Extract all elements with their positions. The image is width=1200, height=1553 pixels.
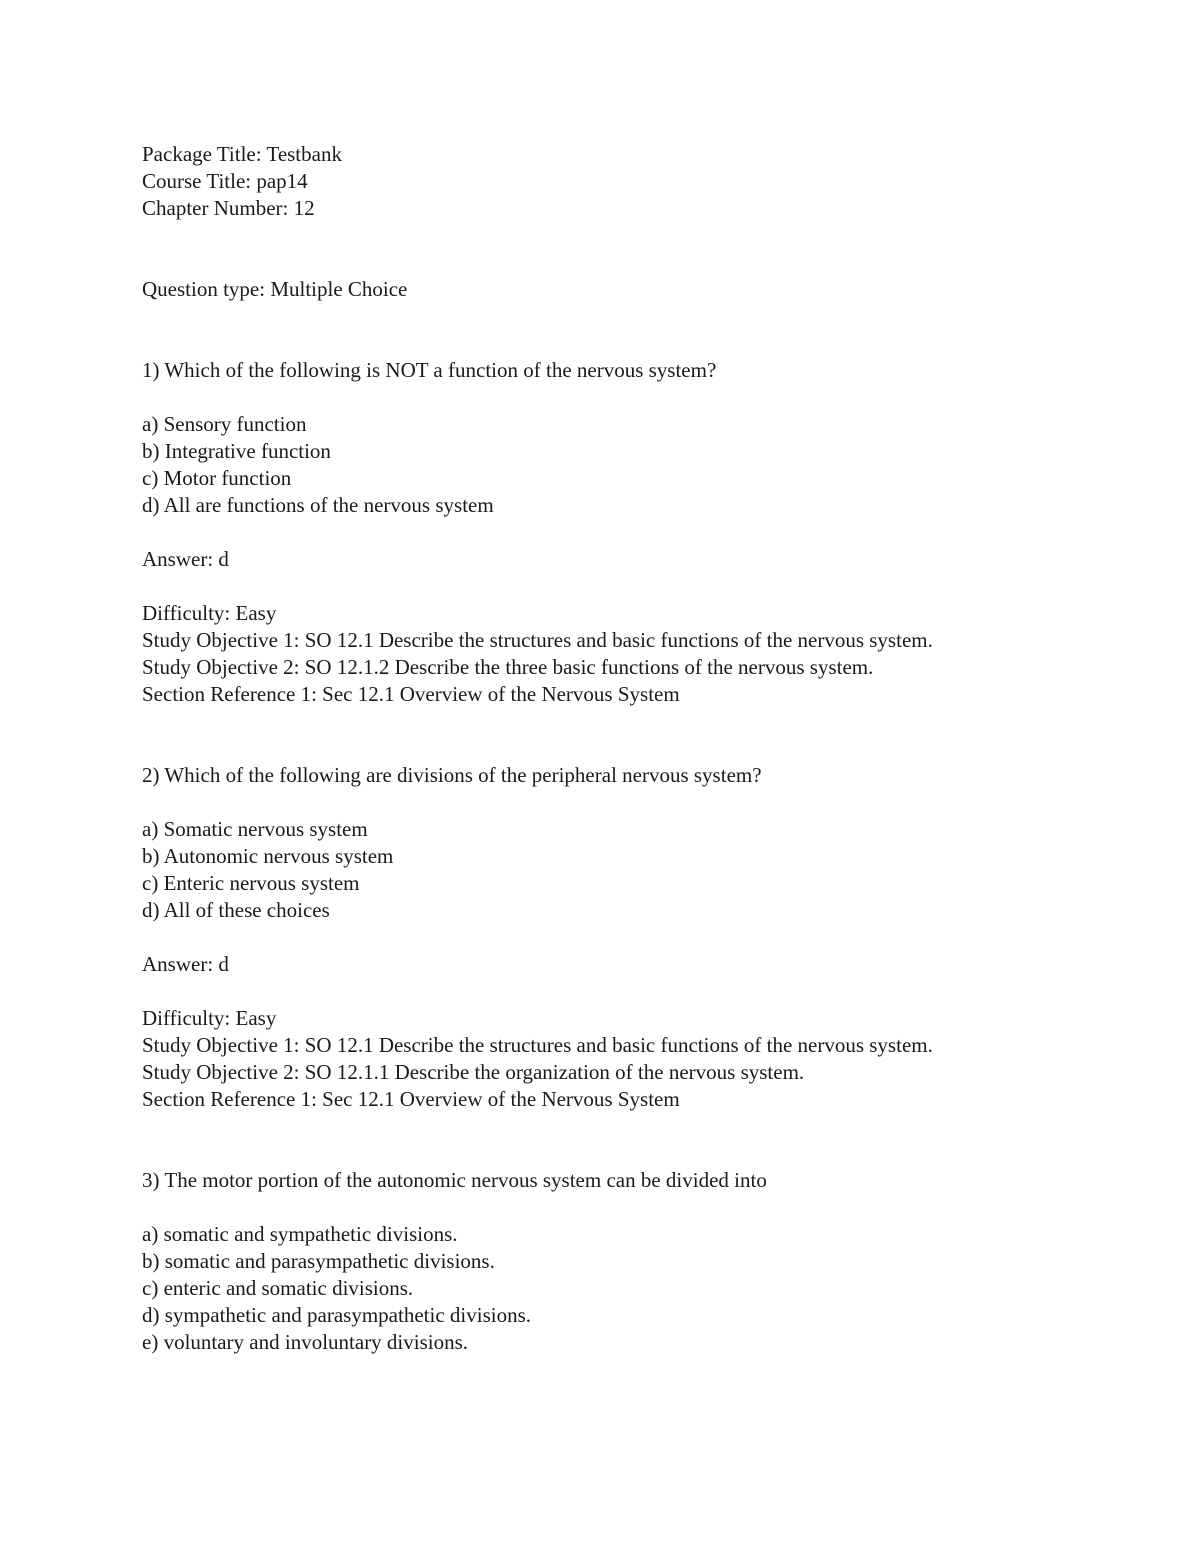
question-block-2 — [142, 762, 1122, 1113]
answer-option: a) Sensory function — [142, 412, 307, 436]
answer-option: e) voluntary and involuntary divisions. — [142, 1330, 469, 1354]
spacer — [142, 573, 1122, 600]
chapter-number: Chapter Number: 12 — [142, 196, 315, 220]
study-objective-1: Study Objective 1: SO 12.1 Describe the structures and basic functions of the nervous system. — [142, 1033, 933, 1057]
answer-option: d) All are functions of the nervous system — [142, 493, 494, 517]
package-title: Package Title: Testbank — [142, 142, 342, 166]
spacer — [142, 789, 1122, 816]
spacer — [142, 384, 1122, 411]
spacer — [142, 519, 1122, 546]
answer-option: b) Autonomic nervous system — [142, 844, 394, 868]
spacer — [142, 924, 1122, 951]
difficulty: Difficulty: Easy — [142, 601, 277, 625]
answer-option: b) somatic and parasympathetic divisions. — [142, 1249, 495, 1273]
answer-option: a) somatic and sympathetic divisions. — [142, 1222, 458, 1246]
spacer — [142, 978, 1122, 1005]
spacer — [142, 303, 1122, 357]
answer-key: Answer: d — [142, 952, 229, 976]
question-type: Question type: Multiple Choice — [142, 277, 408, 301]
study-objective-1: Study Objective 1: SO 12.1 Describe the structures and basic functions of the nervous system. — [142, 628, 933, 652]
answer-option: d) sympathetic and parasympathetic divisions. — [142, 1303, 531, 1327]
spacer — [142, 222, 1122, 276]
study-objective-2: Study Objective 2: SO 12.1.2 Describe the three basic functions of the nervous system. — [142, 655, 874, 679]
answer-option: c) enteric and somatic divisions. — [142, 1276, 414, 1300]
answer-option: a) Somatic nervous system — [142, 817, 368, 841]
spacer — [142, 1113, 1122, 1167]
question-block-3 — [142, 1167, 1122, 1356]
answer-option: c) Enteric nervous system — [142, 871, 360, 895]
difficulty: Difficulty: Easy — [142, 1006, 277, 1030]
question-prompt: 2) Which of the following are divisions of the peripheral nervous system? — [142, 763, 762, 787]
section-reference-1: Section Reference 1: Sec 12.1 Overview of the Nervous System — [142, 682, 680, 706]
section-reference-1: Section Reference 1: Sec 12.1 Overview of the Nervous System — [142, 1087, 680, 1111]
answer-key: Answer: d — [142, 547, 229, 571]
study-objective-2: Study Objective 2: SO 12.1.1 Describe the organization of the nervous system. — [142, 1060, 805, 1084]
course-title: Course Title: pap14 — [142, 169, 308, 193]
question-block-1 — [142, 357, 1122, 708]
document-page — [142, 141, 1122, 1356]
answer-option: d) All of these choices — [142, 898, 330, 922]
question-prompt: 3) The motor portion of the autonomic nervous system can be divided into — [142, 1168, 767, 1192]
question-prompt: 1) Which of the following is NOT a function of the nervous system? — [142, 358, 717, 382]
answer-option: b) Integrative function — [142, 439, 331, 463]
spacer — [142, 1194, 1122, 1221]
answer-option: c) Motor function — [142, 466, 292, 490]
spacer — [142, 708, 1122, 762]
